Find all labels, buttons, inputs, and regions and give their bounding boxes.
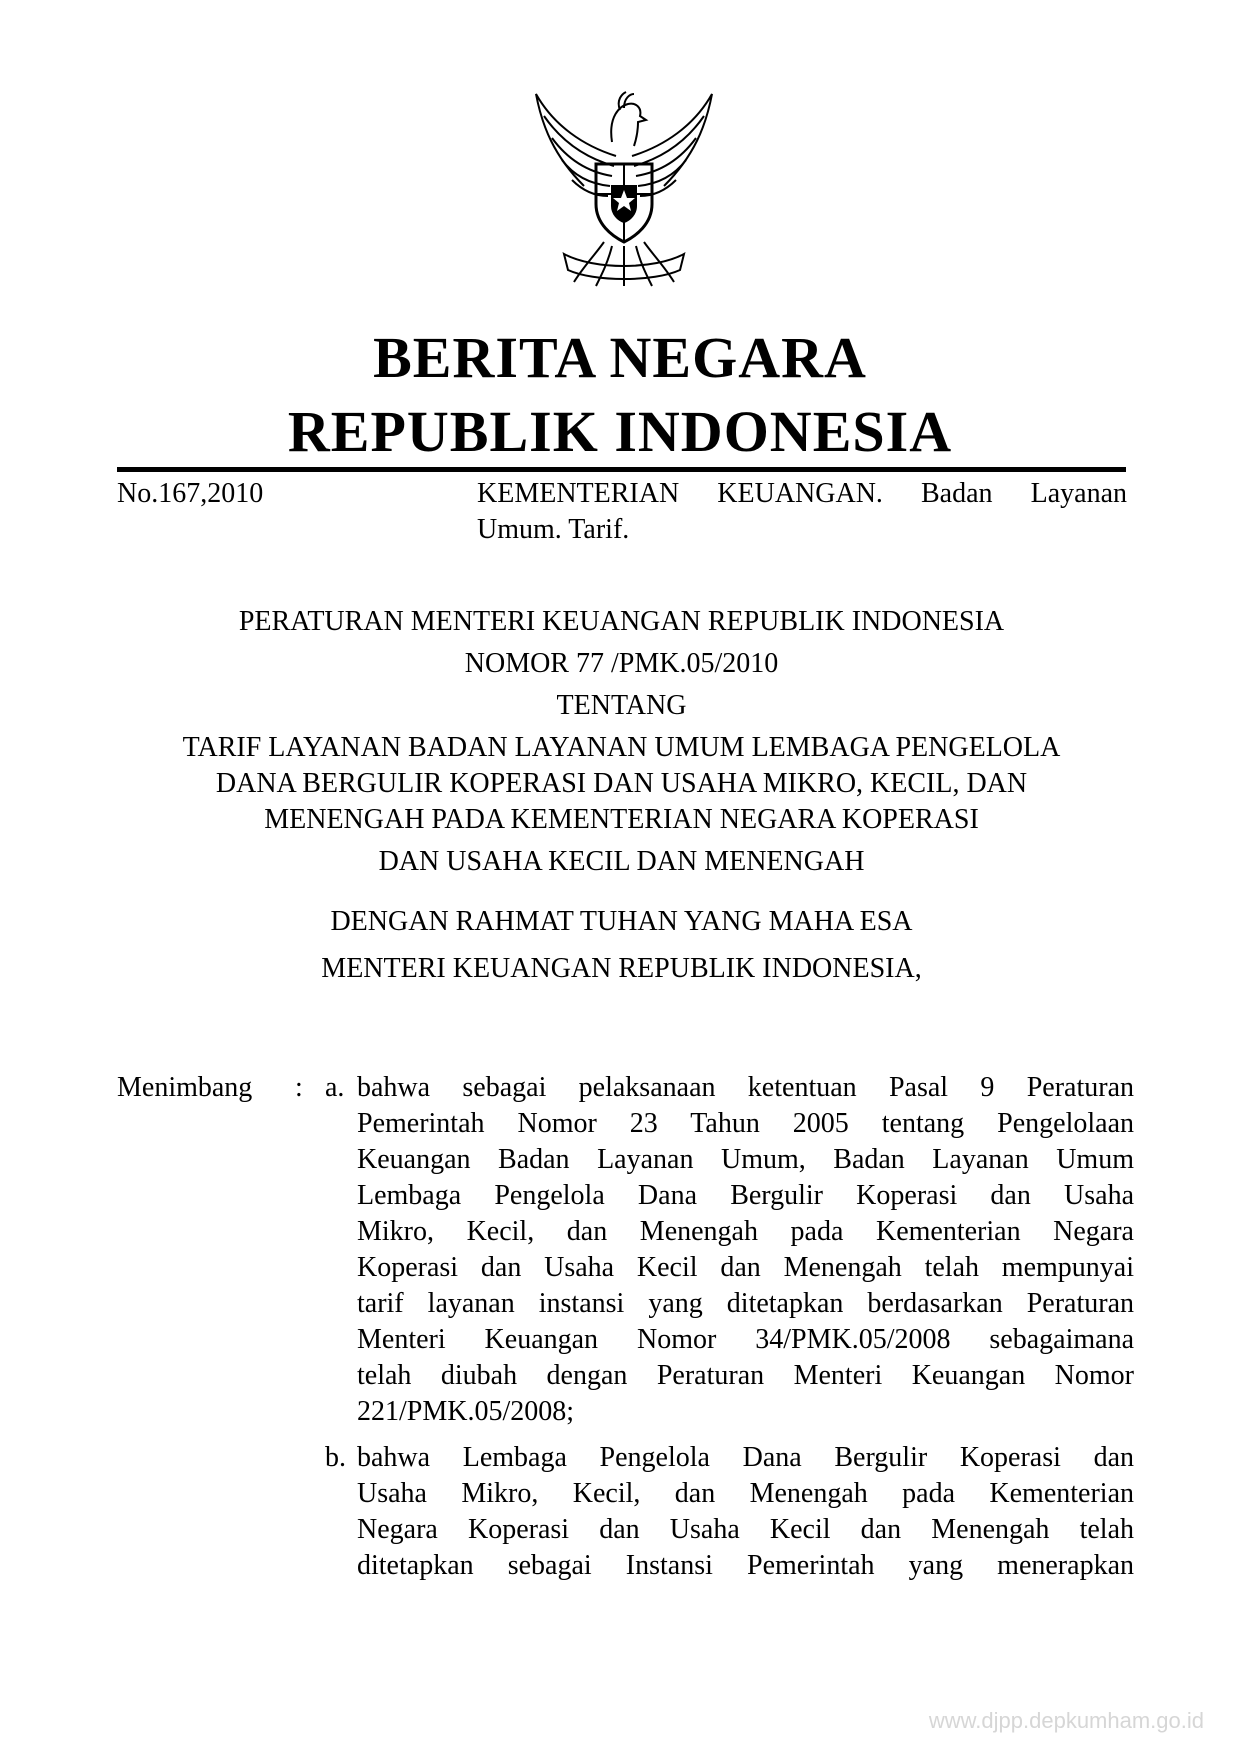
regulation-subject-line: DANA BERGULIR KOPERASI DAN USAHA MIKRO, KECIL, DAN xyxy=(215,768,1028,799)
consideration-line: bahwa sebagai pelaksanaan ketentuan Pasal 9 Peraturan xyxy=(357,1072,1134,1103)
masthead-title-line2: REPUBLIK INDONESIA xyxy=(287,399,953,464)
consideration-line: Keuangan Badan Layanan Umum, Badan Layanan Umum xyxy=(357,1144,1134,1175)
consideration-text-a xyxy=(357,1070,1134,1430)
gazette-description xyxy=(477,476,1127,548)
consideration-text-b xyxy=(357,1440,1134,1584)
consideration-line: Pemerintah Nomor 23 Tahun 2005 tentang Pengelolaan xyxy=(357,1108,1134,1139)
consideration-line: Mikro, Kecil, dan Menengah pada Kementerian Negara xyxy=(357,1216,1134,1247)
regulation-title: PERATURAN MENTERI KEUANGAN REPUBLIK INDONESIA xyxy=(238,606,1005,637)
consideration-line: Negara Koperasi dan Usaha Kecil dan Menengah telah xyxy=(357,1514,1134,1545)
consideration-line: ditetapkan sebagai Instansi Pemerintah yang menerapkan xyxy=(357,1550,1134,1581)
consideration-line: Menteri Keuangan Nomor 34/PMK.05/2008 sebagaimana xyxy=(357,1324,1134,1355)
consideration-line: telah diubah dengan Peraturan Menteri Keuangan Nomor xyxy=(357,1360,1134,1391)
consideration-line: 221/PMK.05/2008; xyxy=(357,1396,575,1427)
considerations-separator: : xyxy=(295,1072,303,1103)
regulation-subject-line: DAN USAHA KECIL DAN MENENGAH xyxy=(378,846,865,877)
regulation-issuer: MENTERI KEUANGAN REPUBLIK INDONESIA, xyxy=(321,953,922,984)
considerations-label: Menimbang xyxy=(117,1072,253,1103)
regulation-subject-line: MENENGAH PADA KEMENTERIAN NEGARA KOPERASI xyxy=(264,804,979,835)
gazette-description-line2: Umum. Tarif. xyxy=(477,514,630,545)
source-watermark: www.djpp.depkumham.go.id xyxy=(928,1708,1204,1733)
consideration-letter-b: b. xyxy=(325,1442,346,1473)
gazette-number: No.167,2010 xyxy=(117,478,264,509)
garuda-pancasila-emblem-icon xyxy=(524,86,724,296)
consideration-line: tarif layanan instansi yang ditetapkan berdasarkan Peraturan xyxy=(357,1288,1134,1319)
consideration-line: bahwa Lembaga Pengelola Dana Bergulir Koperasi dan xyxy=(357,1442,1134,1473)
consideration-letter-a: a. xyxy=(325,1072,345,1103)
regulation-number: NOMOR 77 /PMK.05/2010 xyxy=(464,648,779,679)
consideration-line: Lembaga Pengelola Dana Bergulir Koperasi dan Usaha xyxy=(357,1180,1134,1211)
gazette-description-line1: KEMENTERIAN KEUANGAN. Badan Layanan xyxy=(477,478,1127,509)
regulation-about: TENTANG xyxy=(556,690,687,721)
consideration-line: Koperasi dan Usaha Kecil dan Menengah telah mempunyai xyxy=(357,1252,1134,1283)
regulation-invocation: DENGAN RAHMAT TUHAN YANG MAHA ESA xyxy=(330,906,913,937)
regulation-subject-line: TARIF LAYANAN BADAN LAYANAN UMUM LEMBAGA PENGELOLA xyxy=(182,732,1061,763)
consideration-line: Usaha Mikro, Kecil, dan Menengah pada Kementerian xyxy=(357,1478,1134,1509)
masthead-title-line1: BERITA NEGARA xyxy=(373,325,867,390)
regulation-subject xyxy=(117,730,1126,880)
masthead-divider xyxy=(117,467,1126,472)
